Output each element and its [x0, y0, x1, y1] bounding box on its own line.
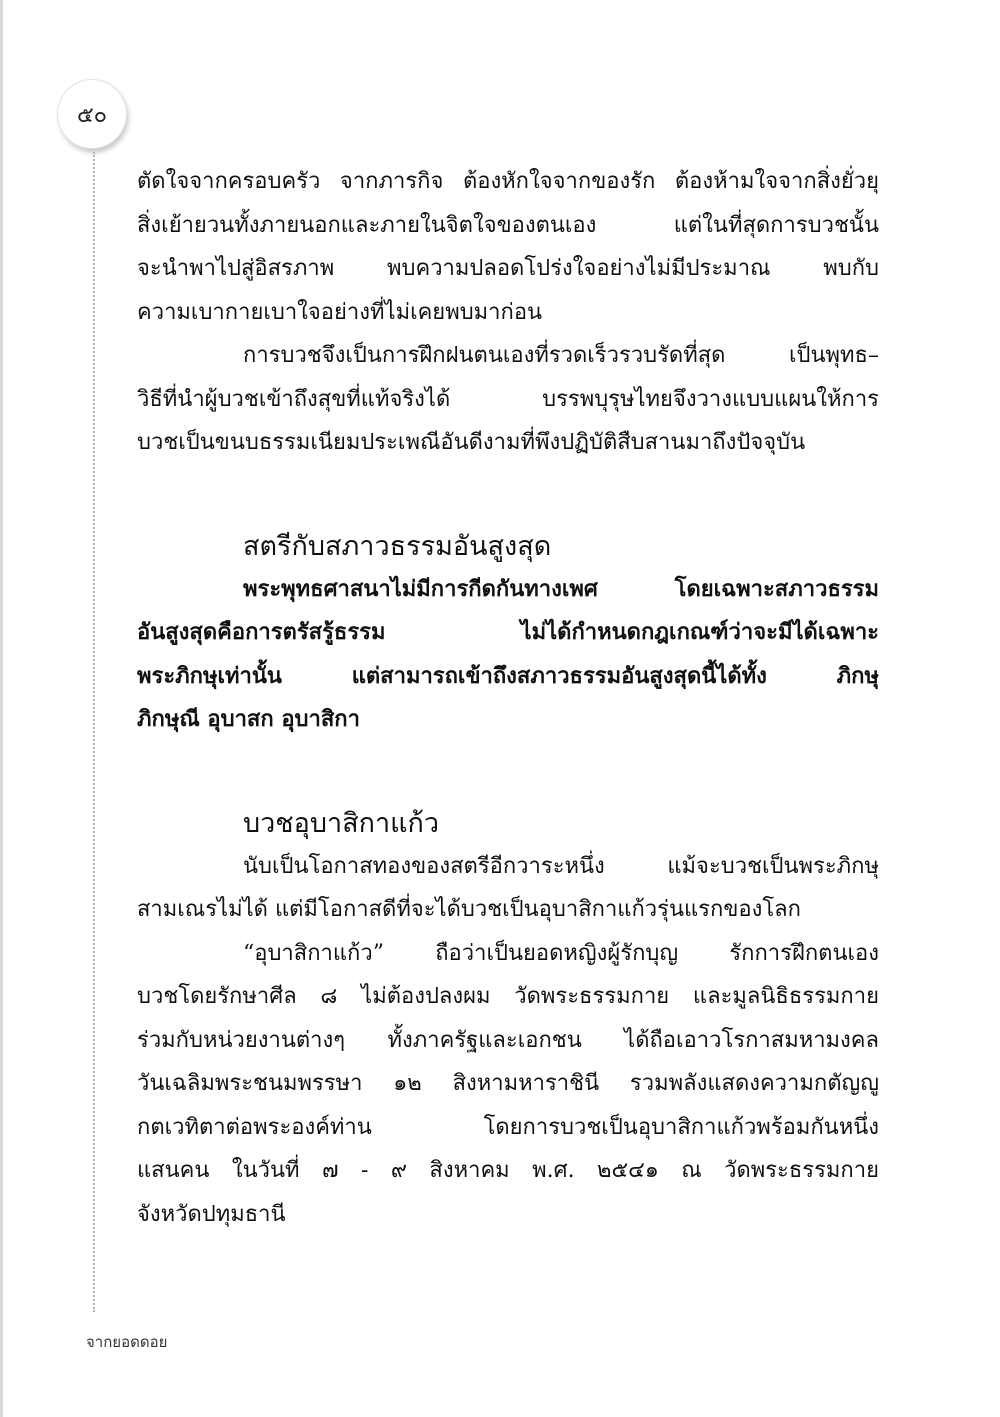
text-line: จังหวัดปทุมธานี	[137, 1201, 286, 1227]
text-line: สามเณรไม่ได้ แต่มีโอกาสดีที่จะได้บวชเป็นอุบาสิกาแก้วรุ่นแรกของโลก	[137, 897, 801, 922]
intro-paragraph-1	[137, 160, 879, 334]
text-line: ภิกษุณี อุบาสก อุบาสิกา	[137, 706, 360, 732]
text-line: วิธีที่นำผู้บวชเข้าถึงสุขที่แท้จริงได้ บรรพบุรุษไทยจึงวางแบบแผนให้การ	[137, 386, 879, 412]
section-upasika-paragraph-1	[137, 845, 879, 932]
intro-paragraph-2	[137, 334, 879, 465]
text-line: กตเวทิตาต่อพระองค์ท่าน โดยการบวชเป็นอุบาสิกาแก้วพร้อมกันหนึ่ง	[137, 1114, 879, 1140]
section-upasika-paragraph-2	[137, 932, 879, 1237]
section-women-paragraph	[137, 568, 879, 742]
text-line: แสนคน ในวันที่ ๗ - ๙ สิงหาคม พ.ศ. ๒๕๔๑ ณ วัดพระธรรมกาย	[137, 1158, 879, 1183]
text-line: พระพุทธศาสนาไม่มีการกีดกันทางเพศ โดยเฉพาะสภาวธรรม	[243, 575, 879, 602]
text-line: นับเป็นโอกาสทองของสตรีอีกวาระหนึ่ง แม้จะบวชเป็นพระภิกษุ	[243, 853, 879, 879]
text-line: บวชโดยรักษาศีล ๘ ไม่ต้องปลงผม วัดพระธรรมกาย และมูลนิธิธรรมกาย	[137, 984, 879, 1009]
page-number-badge	[58, 80, 126, 148]
dotted-margin-rule	[93, 152, 95, 1312]
section-heading-upasika: บวชอุบาสิกาแก้ว	[243, 807, 440, 839]
text-line: การบวชจึงเป็นการฝึกฝนตนเองที่รวดเร็วรวบรัดที่สุด เป็นพุทธ–	[243, 343, 879, 368]
text-line: อันสูงสุดคือการตรัสรู้ธรรม ไม่ได้กำหนดกฎเกณฑ์ว่าจะมีได้เฉพาะ	[137, 619, 879, 645]
running-footer-title: จากยอดดอย	[86, 1333, 168, 1351]
text-line: จะนำพาไปสู่อิสรภาพ พบความปลอดโปร่งใจอย่างไม่มีประมาณ พบกับ	[137, 256, 879, 281]
text-line: บวชเป็นขนบธรรมเนียมประเพณีอันดีงามที่พึงปฏิบัติสืบสานมาถึงปัจจุบัน	[137, 430, 806, 455]
page-body	[137, 160, 879, 1236]
text-line: สิ่งเย้ายวนทั้งภายนอกและภายในจิตใจของตนเอง แต่ในที่สุดการบวชนั้น	[137, 212, 879, 238]
text-line: ความเบากายเบาใจอย่างที่ไม่เคยพบมาก่อน	[137, 299, 543, 325]
section-heading-women: สตรีกับสภาวธรรมอันสูงสุด	[243, 530, 552, 562]
text-line: ร่วมกับหน่วยงานต่างๆ ทั้งภาครัฐและเอกชน ได้ถือเอาวโรกาสมหามงคล	[137, 1027, 879, 1053]
page-number: ๕๐	[76, 102, 108, 128]
text-line: พระภิกษุเท่านั้น แต่สามารถเข้าถึงสภาวธรรมอันสูงสุดนี้ได้ทั้ง ภิกษุ	[137, 662, 879, 689]
text-line: “อุบาสิกาแก้ว” ถือว่าเป็นยอดหญิงผู้รักบุญ รักการฝึกตนเอง	[243, 940, 879, 966]
text-line: ตัดใจจากครอบครัว จากภารกิจ ต้องหักใจจากของรัก ต้องห้ามใจจากสิ่งยั่วยุ	[137, 169, 879, 194]
page-edge	[0, 0, 3, 1417]
text-line: วันเฉลิมพระชนมพรรษา ๑๒ สิงหามหาราชินี รวมพลังแสดงความกตัญญู	[137, 1071, 879, 1096]
